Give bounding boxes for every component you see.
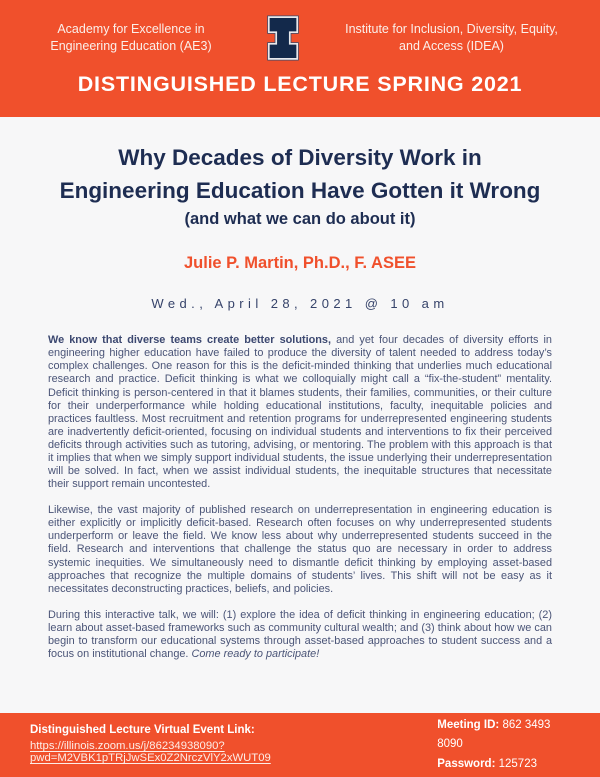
lecture-title-line2: Engineering Education Have Gotten it Wrong	[59, 177, 541, 203]
banner-title: DISTINGUISHED LECTURE SPRING 2021	[77, 72, 523, 96]
event-link-label: Distinguished Lecture Virtual Event Link:	[30, 724, 255, 736]
abstract-paragraph-1	[48, 334, 552, 491]
footer-link-block	[30, 724, 437, 766]
meeting-id-value: 862 3493 8090	[437, 718, 551, 751]
meeting-id-row	[437, 716, 570, 755]
password-label: Password:	[437, 757, 496, 770]
abstract-p1-lead: We know that diverse teams create better solutions,	[48, 334, 332, 347]
flyer-body	[0, 117, 600, 713]
meeting-id-label: Meeting ID:	[437, 718, 500, 731]
abstract-p3-callout: Come ready to participate!	[191, 647, 320, 660]
password-row	[437, 755, 570, 775]
abstract-p1-body: and yet four decades of diversity efforts in engineering higher education have failed to produce the diversity of talent needed to address today’s complex challenges. One reason for this is the deficit-minded thinking that underlies much educational research and practice. Deficit thinking is what we colloquially might call a “fix-the-student” mentality. Deficit thinking is person-centered in that it blames students, their families, communities, or their culture for their underperformance while holding educational institutions, faculty, inequitable policies and practices faultless. Most recruitment and retention programs for underrepresented engineering students are inadvertently deficit-oriented, focusing on individual students and interventions to fix their perceived deficits through activities such as tutoring, advising, or mentoring. The problem with this approach is that it implies that when we simply support individual students, the issue underlying their underrepresentation will be solved. In fact, when we assist individual students, the inequitable structures that necessitate their support remain uncontested.	[48, 334, 552, 491]
lecture-title	[0, 142, 600, 207]
illinois-block-i-logo	[261, 15, 305, 61]
organizations-row	[0, 15, 600, 61]
footer	[0, 713, 600, 777]
speaker-name: Julie P. Martin, Ph.D., F. ASEE	[184, 254, 416, 273]
org-idea-label: Institute for Inclusion, Diversity, Equity, and Access (IDEA)	[345, 21, 558, 53]
abstract-paragraph-3	[48, 609, 552, 661]
footer-credentials-block	[437, 716, 570, 775]
zoom-meeting-link[interactable]: https://illinois.zoom.us/j/86234938090?pwd=M2VBK1pTRjJwSEx0Z2NrczVlY2xWUT09	[30, 740, 271, 764]
abstract	[48, 334, 552, 661]
block-i-icon	[262, 15, 304, 61]
password-value: 125723	[498, 757, 537, 770]
abstract-p3-body: During this interactive talk, we will: (1) explore the idea of deficit thinking in engineering education; (2) learn about asset-based frameworks such as community cultural wealth; and (3) think about how we can begin to transform our educational systems through asset-based approaches to student success and a focus on institutional change.	[48, 608, 552, 660]
header	[0, 0, 600, 117]
lecture-title-line1: Why Decades of Diversity Work in	[118, 145, 482, 170]
event-datetime: Wed., April 28, 2021 @ 10 am	[151, 296, 449, 312]
lecture-subtitle: (and what we can do about it)	[184, 210, 416, 229]
org-ae3-label: Academy for Excellence in Engineering Education (AE3)	[50, 21, 212, 53]
abstract-paragraph-2: Likewise, the vast majority of published research on underrepresentation in engineering education is either explicitly or implicitly deficit-based. Research often focuses on why underrepresented students underperform or leave the field. We know less about why underrepresented students succeed in the field. Research and interventions that challenge the status quo are necessary in order to address systemic inequities. We simultaneously need to dismantle deficit thinking by employing asset-based approaches that recognize the multiple domains of students’ lives. This shift will not be easy as it necessitates deconstructing practices, beliefs, and policies.	[48, 504, 552, 595]
